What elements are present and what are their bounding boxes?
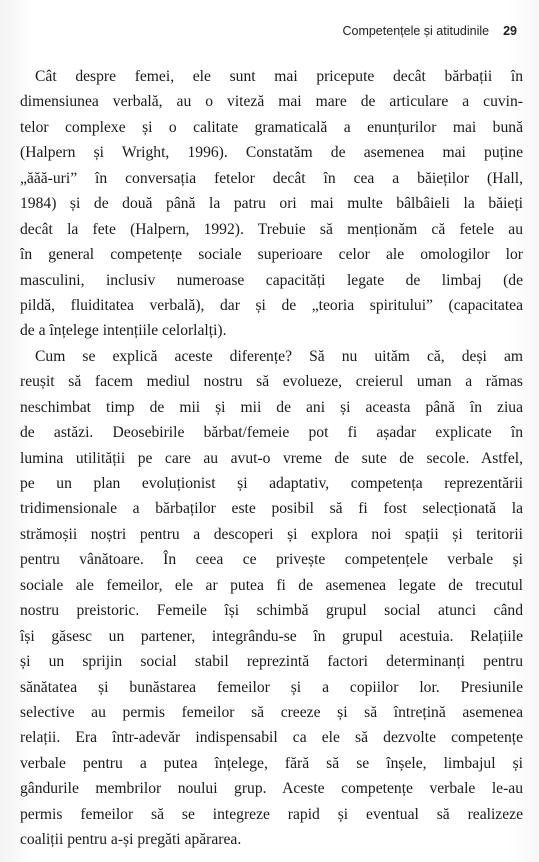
text-line: coaliții pentru a-și pregăti apărarea.: [20, 831, 242, 849]
text-line: gândurile membrilor noului grup. Aceste competențe verbale le-au: [20, 780, 523, 798]
text-line: tridimensionale a bărbaților este posibil să fi fost selecționată la: [20, 500, 523, 518]
text-line: pe un plan evoluționist și adaptativ, competența reprezentării: [20, 475, 523, 492]
text-line: masculini, inclusiv numeroase capacități legate de limbaj (de: [20, 271, 523, 289]
text-line: și un sprijin social stabil reprezintă factori determinanți pentru: [20, 653, 523, 671]
text-line: Cum se explică aceste diferențe? Să nu uităm că, deși am: [35, 347, 523, 365]
text-line: relații. Era într-adevăr indispensabil ca ele să dezvolte competențe: [20, 729, 523, 747]
text-line: dimensiunea verbală, au o viteză mai mare de articulare a cuvin-: [20, 93, 523, 111]
body-text: [20, 64, 523, 853]
text-line: Cât despre femei, ele sunt mai pricepute decât bărbații în: [35, 68, 523, 85]
text-line: pildă, fluiditatea verbală), dar și de „teoria spiritului” (capacitatea: [20, 296, 523, 314]
text-line: neschimbat timp de mii și mii de ani și aceasta până în ziua: [20, 398, 523, 416]
text-line: își găsesc un partener, integrându-se în grupul acestuia. Relațiile: [20, 627, 523, 645]
text-line: „ăăă-uri” în conversația fetelor decât în cea a băieților (Hall,: [20, 169, 523, 187]
text-line: (Halpern și Wright, 1996). Constatăm de asemenea mai puține: [20, 144, 523, 162]
text-line: în general competențe sociale superioare celor ale omologilor lor: [20, 246, 523, 264]
text-line: nostru preistoric. Femeile își schimbă grupul social atunci când: [20, 602, 523, 620]
text-line: 1984) și de două până la patru ori mai multe bâlbâieli la băieți: [20, 195, 523, 213]
text-line: permis femeilor să se integreze rapid și eventual să realizeze: [20, 805, 523, 823]
text-line: selective au permis femeilor să creeze și să întrețină asemenea: [20, 703, 523, 721]
text-line: verbale pentru a putea înțelege, fără să se înșele, limbajul și: [20, 754, 523, 772]
text-line: de astăzi. Deosebirile bărbat/femeie pot fi așadar explicate în: [20, 424, 523, 442]
text-line: strămoșii noștri pentru a descoperi și explora noi spații și teritorii: [20, 525, 523, 543]
text-line: de a înțelege intențiile celorlalți).: [20, 322, 227, 340]
text-line: lumina utilității pe care au avut-o vreme de sute de secole. Astfel,: [20, 449, 523, 467]
text-line: sănătatea și bunăstarea femeilor și a copiilor lor. Presiunile: [20, 678, 523, 696]
text-line: sociale ale femeilor, ele ar putea fi de asemenea legate de trecutul: [20, 576, 523, 594]
page-number: 29: [503, 24, 517, 38]
text-line: telor complexe și o calitate gramaticală a enunțurilor mai bună: [20, 118, 523, 136]
running-header-title: Competențele și atitudinile: [342, 24, 490, 38]
text-line: reușit să facem mediul nostru să evolueze, creierul uman a rămas: [20, 373, 523, 391]
running-header: [342, 24, 517, 38]
text-line: decât la fete (Halpern, 1992). Trebuie să menționăm că fetele au: [20, 220, 523, 238]
text-line: pentru vânătoare. În ceea ce privește competențele verbale și: [20, 551, 523, 569]
